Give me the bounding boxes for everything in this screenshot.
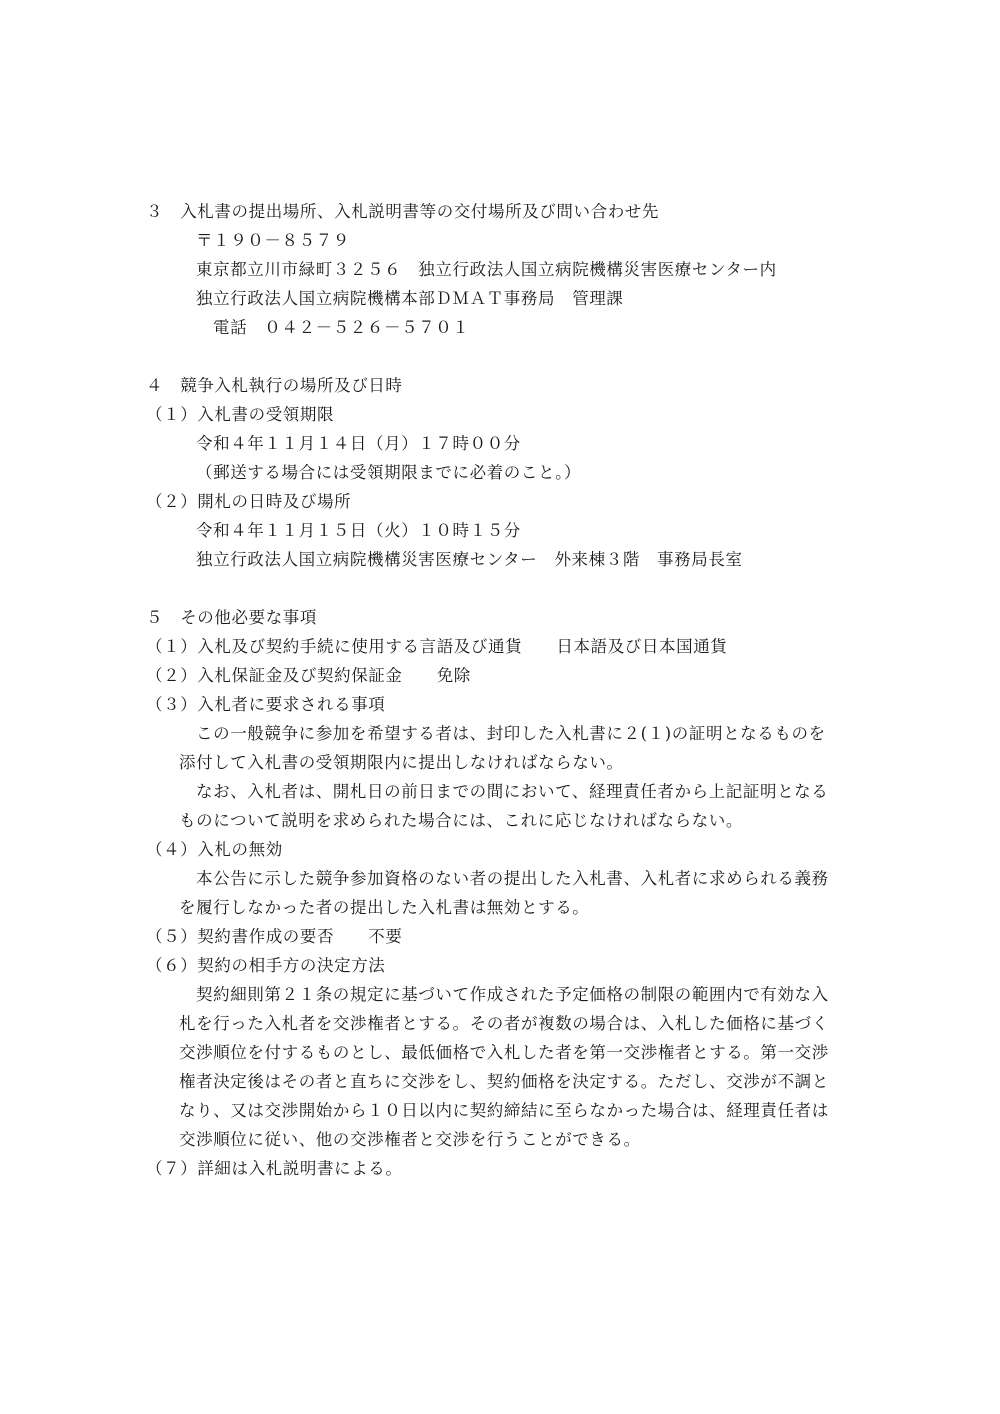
section-5-item-3-heading: （３）入札者に要求される事項 xyxy=(146,695,386,714)
section-4-item-2-heading: （２）開札の日時及び場所 xyxy=(146,492,352,511)
section-5-heading: ５ その他必要な事項 xyxy=(146,608,317,627)
section-4-heading: ４ 競争入札執行の場所及び日時 xyxy=(146,376,403,395)
opening-place: 独立行政法人国立病院機構災害医療センター 外来棟３階 事務局長室 xyxy=(196,550,743,569)
section-5-item-1: （１）入札及び契約手続に使用する言語及び通貨 日本語及び日本国通貨 xyxy=(146,637,728,656)
phone-number: 電話 ０４２－５２６－５７０１ xyxy=(213,318,470,337)
section-4-item-1-heading: （１）入札書の受領期限 xyxy=(146,405,335,424)
address: 東京都立川市緑町３２５６ 独立行政法人国立病院機構災害医療センター内 xyxy=(196,260,777,279)
office-name: 独立行政法人国立病院機構本部ＤＭＡＴ事務局 管理課 xyxy=(196,289,624,308)
item-3-paragraph-2-line-1: なお、入札者は、開札日の前日までの間において、経理責任者から上記証明となる xyxy=(196,782,829,801)
postal-code: 〒１９０－８５７９ xyxy=(196,231,350,250)
item-6-line-3: 交渉順位を付するものとし、最低価格で入札した者を第一交渉権者とする。第一交渉 xyxy=(179,1043,829,1062)
section-5-item-4-heading: （４）入札の無効 xyxy=(146,840,283,859)
section-5-item-2: （２）入札保証金及び契約保証金 免除 xyxy=(146,666,471,685)
item-3-paragraph-2-line-2: ものについて説明を求められた場合には、これに応じなければならない。 xyxy=(179,811,743,830)
item-6-line-4: 権者決定後はその者と直ちに交渉をし、契約価格を決定する。ただし、交渉が不調と xyxy=(179,1072,829,1091)
item-3-paragraph-1-line-1: この一般競争に参加を希望する者は、封印した入札書に２(１)の証明となるものを xyxy=(196,724,826,743)
bid-deadline: 令和４年１１月１４日（月）１７時００分 xyxy=(196,434,521,453)
item-4-line-2: を履行しなかった者の提出した入札書は無効とする。 xyxy=(179,898,590,917)
item-3-paragraph-1-line-2: 添付して入札書の受領期限内に提出しなければならない。 xyxy=(179,753,624,772)
item-4-line-1: 本公告に示した競争参加資格のない者の提出した入札書、入札者に求められる義務 xyxy=(196,869,829,888)
opening-datetime: 令和４年１１月１５日（火）１０時１５分 xyxy=(196,521,521,540)
mail-note: （郵送する場合には受領期限までに必着のこと。） xyxy=(196,463,582,482)
item-6-line-6: 交渉順位に従い、他の交渉権者と交渉を行うことができる。 xyxy=(179,1130,641,1149)
item-6-line-1: 契約細則第２１条の規定に基づいて作成された予定価格の制限の範囲内で有効な入 xyxy=(196,985,829,1004)
section-5-item-7: （７）詳細は入札説明書による。 xyxy=(146,1159,403,1178)
section-5-item-5: （５）契約書作成の要否 不要 xyxy=(146,927,403,946)
item-6-line-5: なり、又は交渉開始から１０日以内に契約締結に至らなかった場合は、経理責任者は xyxy=(179,1101,829,1120)
section-3-heading: ３ 入札書の提出場所、入札説明書等の交付場所及び問い合わせ先 xyxy=(146,202,659,221)
item-6-line-2: 札を行った入札者を交渉権者とする。その者が複数の場合は、入札した価格に基づく xyxy=(179,1014,829,1033)
section-5-item-6-heading: （６）契約の相手方の決定方法 xyxy=(146,956,386,975)
